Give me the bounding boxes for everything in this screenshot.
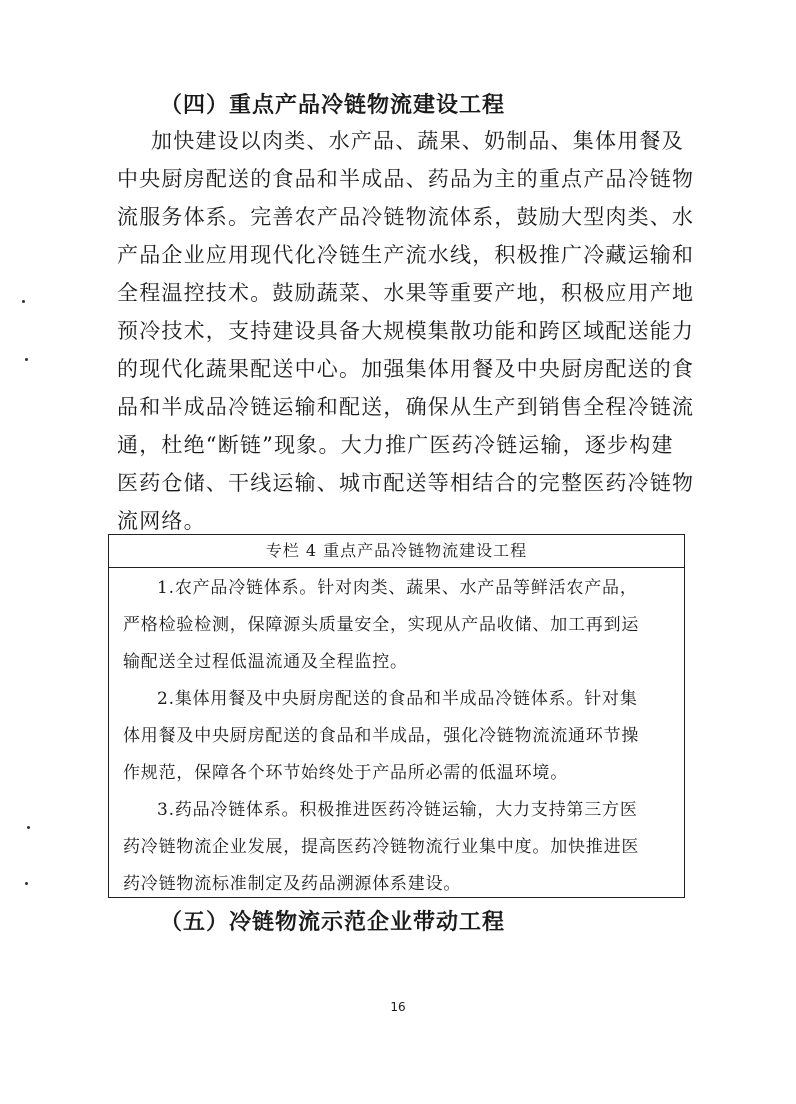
body-line: 流服务体系。完善农产品冷链物流体系，鼓励大型肉类、水: [117, 205, 695, 229]
box-line: 1.农产品冷链体系。针对肉类、蔬果、水产品等鲜活农产品，: [157, 578, 638, 598]
special-column-box: [108, 534, 685, 898]
box-line: 2.集体用餐及中央厨房配送的食品和半成品冷链体系。针对集: [157, 689, 638, 709]
box-line: 体用餐及中央厨房配送的食品和半成品，强化冷链物流流通环节操: [123, 726, 640, 746]
page-number: 16: [390, 1000, 406, 1014]
body-line: 品和半成品冷链运输和配送，确保从生产到销售全程冷链流: [117, 395, 695, 419]
body-line: 加快建设以肉类、水产品、蔬果、奶制品、集体用餐及: [151, 129, 684, 153]
scan-mark: [25, 882, 28, 885]
box-line: 3.药品冷链体系。积极推进医药冷链运输，大力支持第三方医: [157, 800, 638, 820]
body-line: 产品企业应用现代化冷链生产流水线，积极推广冷藏运输和: [117, 243, 695, 267]
box-line: 严格检验检测，保障源头质量安全，实现从产品收储、加工再到运: [123, 615, 640, 635]
box-line: 输配送全过程低温流通及全程监控。: [123, 652, 408, 672]
scan-mark: [25, 358, 28, 361]
body-line: 通，杜绝“断链”现象。大力推广医药冷链运输，逐步构建: [117, 433, 674, 457]
box-title: 专栏 4 重点产品冷链物流建设工程: [109, 535, 684, 568]
scan-mark: [22, 300, 25, 303]
box-line: 药冷链物流标准制定及药品溯源体系建设。: [123, 874, 462, 894]
body-line: 中央厨房配送的食品和半成品、药品为主的重点产品冷链物: [117, 167, 695, 191]
body-line: 预冷技术，支持建设具备大规模集散功能和跨区域配送能力: [117, 319, 695, 343]
section-heading-4: （四）重点产品冷链物流建设工程: [160, 93, 506, 118]
box-line: 作规范，保障各个环节始终处于产品所必需的低温环境。: [123, 763, 568, 783]
body-line: 医药仓储、干线运输、城市配送等相结合的完整医药冷链物: [117, 471, 695, 495]
scan-mark: [27, 826, 30, 829]
box-line: 药冷链物流企业发展，提高医药冷链物流行业集中度。加快推进医: [123, 837, 640, 857]
section-4-body: [117, 122, 695, 540]
section-heading-5: （五）冷链物流示范企业带动工程: [160, 910, 506, 935]
body-line: 全程温控技术。鼓励蔬菜、水果等重要产地，积极应用产地: [117, 281, 695, 305]
body-line: 的现代化蔬果配送中心。加强集体用餐及中央厨房配送的食: [117, 357, 695, 381]
body-line: 流网络。: [117, 509, 206, 533]
box-body: [109, 568, 684, 903]
